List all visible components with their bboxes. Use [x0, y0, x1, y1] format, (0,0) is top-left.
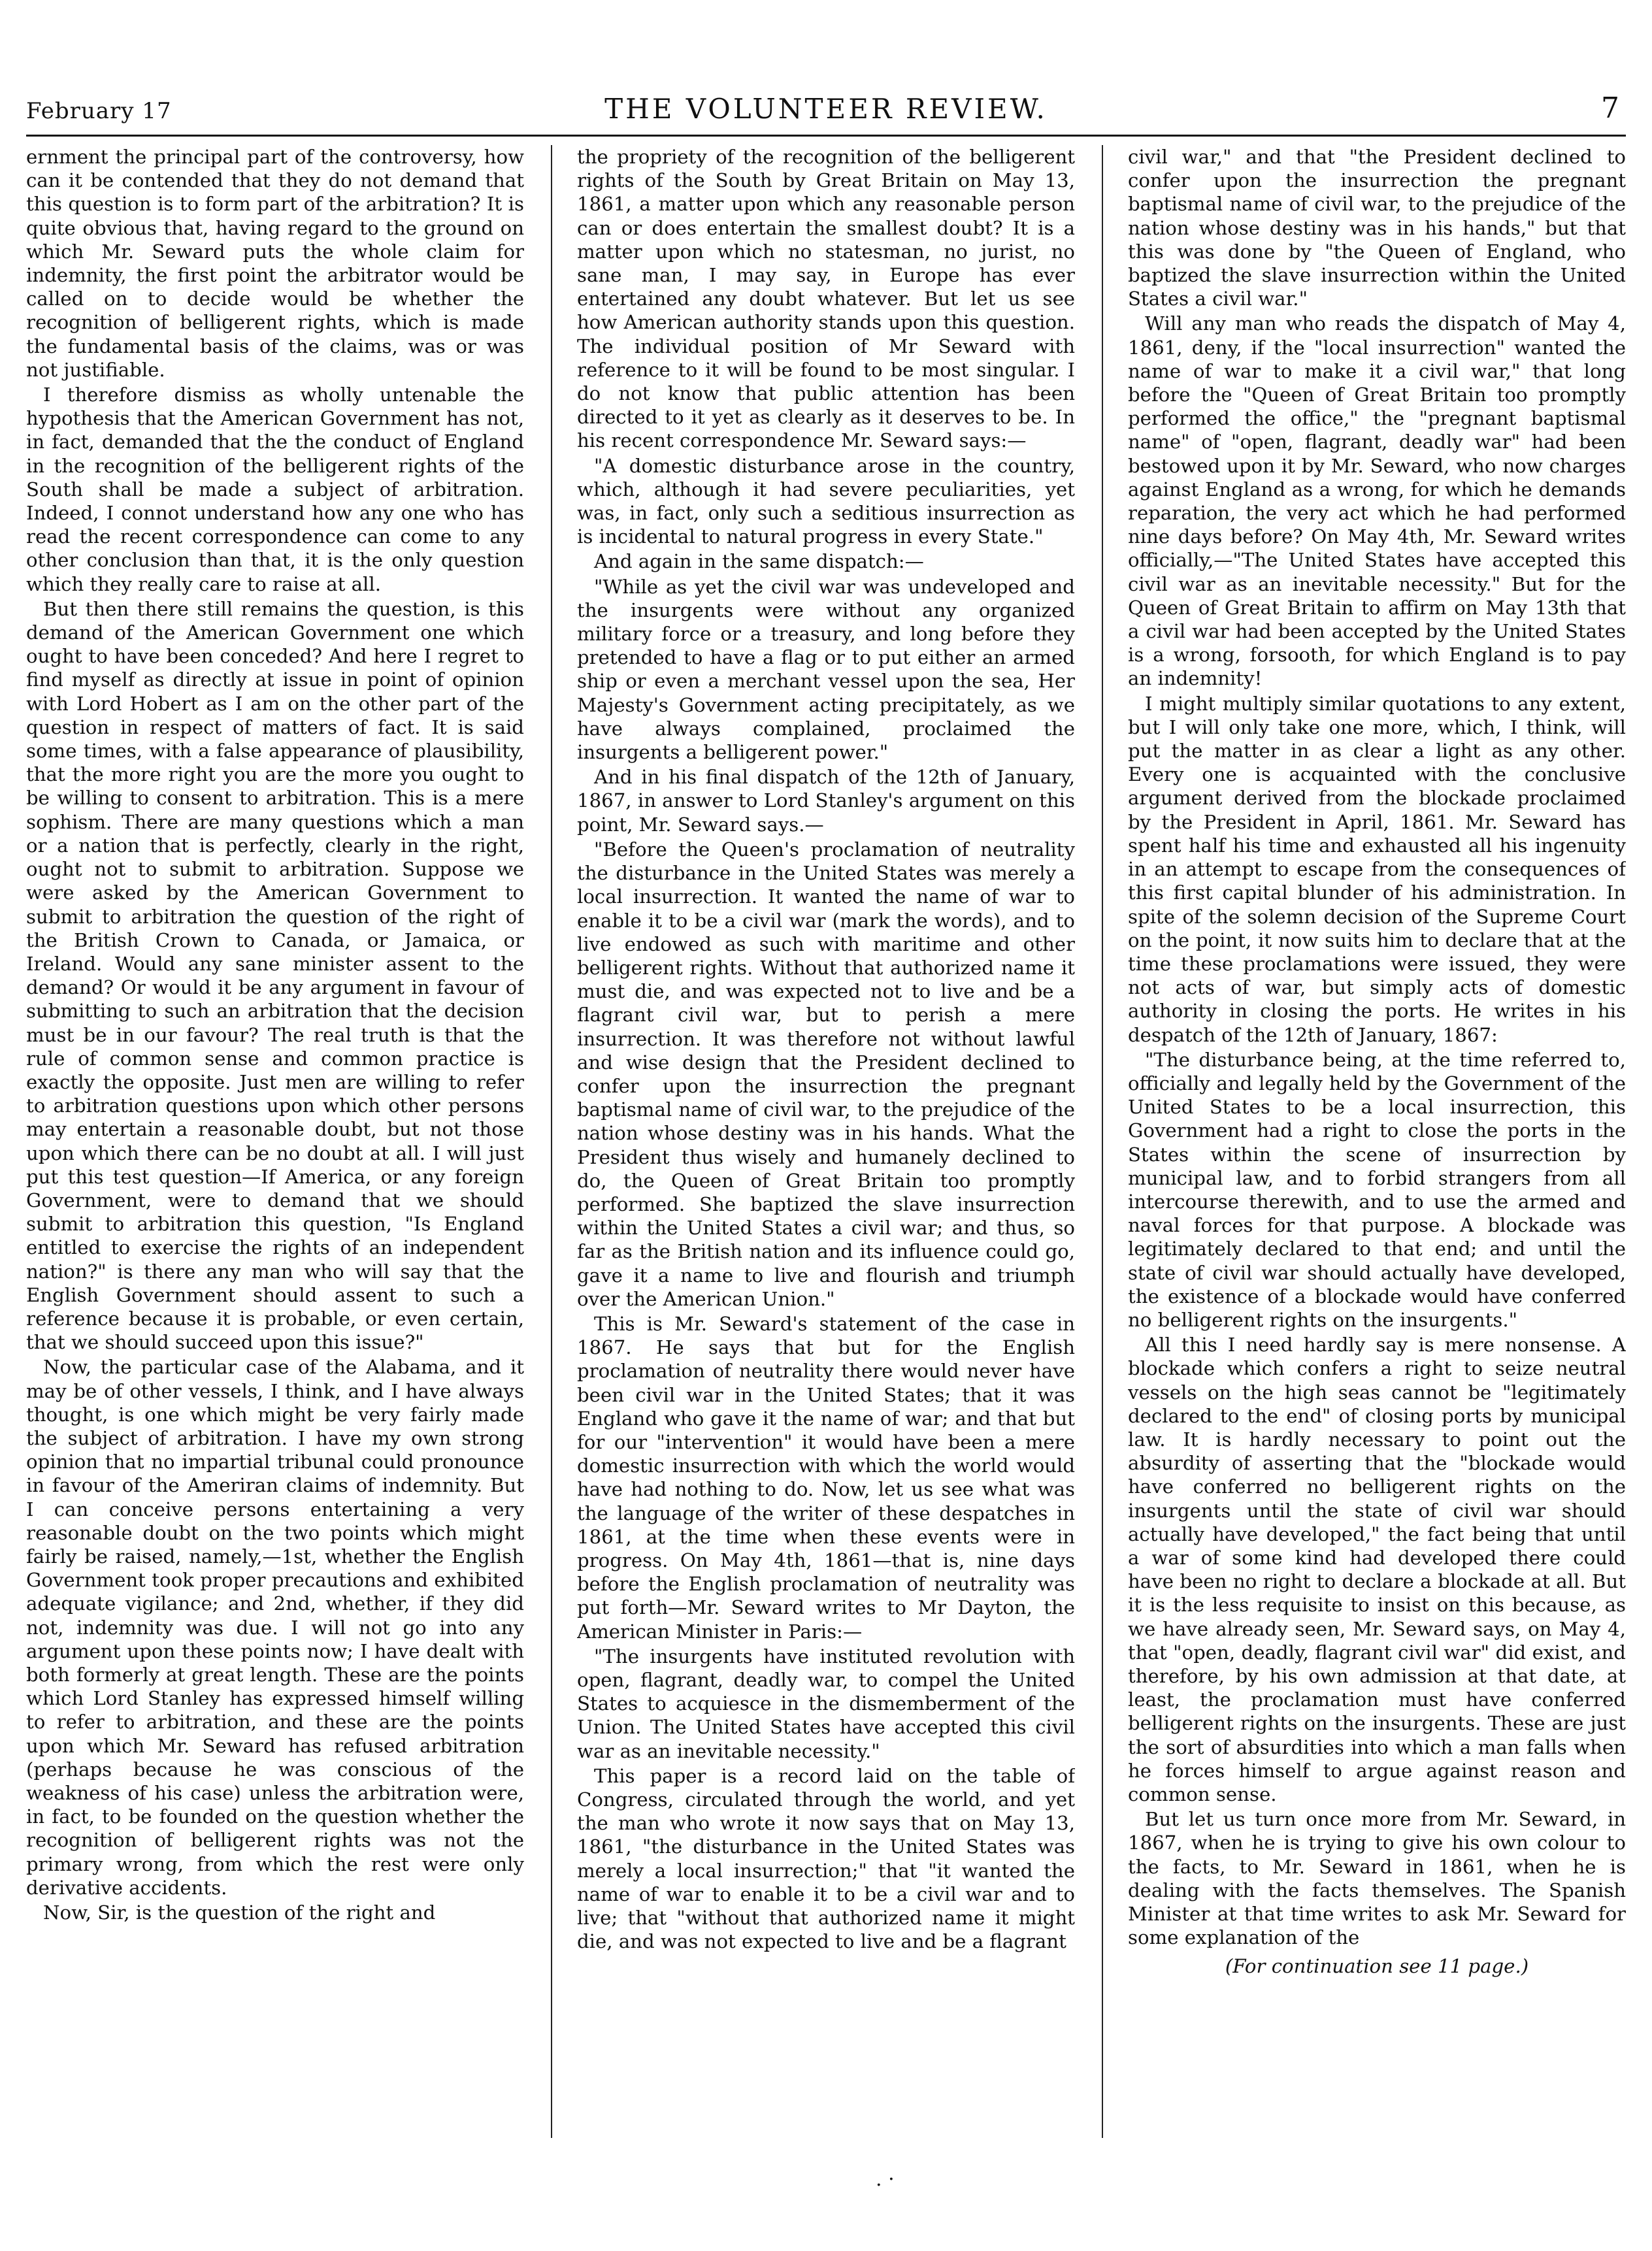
paragraph: Now, Sir, is the question of the right and [43, 1901, 436, 1924]
paragraph: This is Mr. Seward's statement of the case in 1867. He says that but for the English proclamation of neutrality there would never have been civil war in the United States; that it was England who gave it the name of war; and that but for our "intervention" it would have been a mere domestic insurrection with which the world would have had nothing to do. Now, let us see what was the language of the writer of these despatches in 1861, at the time when these events were in progress. On May 4th, 1861—that is, nine days before the English proclamation of neutrality was put forth—Mr. Seward writes to Mr Dayton, the American Minister in Paris:— [577, 1312, 1075, 1643]
continuation-note: (For continuation see 11 page.) [1225, 1955, 1529, 1978]
paragraph: the propriety of the recognition of the belligerent rights of the South by Great Britain on May 13, 1861, a matter upon which any reasonable person can or does entertain the smallest doubt? It is a matter upon which no statesman, no jurist, no sane man, I may say, in Europe has ever entertained any doubt whatever. But let us see how American authority stands upon this question. The individual position of Mr Seward with reference to it will be found to be most singular. I do not know that public attention has been directed to it yet as clearly as it deserves to be. In his recent correspondence Mr. Seward says:— [577, 146, 1075, 452]
publication-title: THE VOLUNTEER REVIEW. [604, 93, 1048, 125]
paragraph: And in his final dispatch of the 12th of January, 1867, in answer to Lord Stanley's argument on this point, Mr. Seward says.— [577, 766, 1075, 836]
paragraph: Now, the particular case of the Alabama, and it may be of other vessels, I think, and I have always thought, is one which might be very fairly made the subject of arbitration. I have my own strong opinion that no impartial tribunal could pronounce in favour of the Ameriran claims of indemnity. But I can conceive persons entertaining a very reasonable doubt on the two points which might fairly be raised, namely,—1st, whether the English Government took proper precautions and exhibited adequate vigilance; and 2nd, whether, if they did not, indemnity was due. I will not go into any argument upon these points now; I have dealt with both formerly at great length. These are the points which Lord Stanley has expressed himself willing to refer to arbitration, and these are the points upon which Mr. Seward has refused arbitration (perhaps because he was conscious of the weakness of his case) unless the arbitration were, in fact, to be founded on the question whether the recognition of belligerent rights was not the primary wrong, from which the rest were only derivative accidents. [26, 1356, 524, 1899]
paragraph: This paper is a record laid on the table of Congress, circulated through the world, and yet the man who wrote it now says that on May 13, 1861, "the disturbance in the United States was merely a local insurrection;" that "it wanted the name of war to enable it to be a civil war and to live; that "without that authorized name it might die, and was not expected to live and be a flagrant [577, 1764, 1075, 1953]
paragraph: But then there still remains the question, is this demand of the American Government one which ought to have been conceded? And here I regret to find myself as directly at issue in point of opinion with Lord Hobert as I am on the other part of the question in respect of matters of fact. It is said some times, with a false appearance of plausibility, that the more right you are the more you ought to be willing to consent to arbitration. This is a mere sophism. There are many questions which a man or a nation that is perfectly, clearly in the right, ought not to submit to arbitration. Suppose we were asked by the American Government to submit to arbitration the question of the right of the British Crown to Canada, or Jamaica, or Ireland. Would any sane minister assent to the demand? Or would it be any argument in favour of submitting to such an arbitration that the decision must be in our favour? The real truth is that the rule of common sense and common practice is exactly the opposite. Just men are willing to refer to arbitration questions upon which other persons may entertain a reasonable doubt, but not those upon which there can be no doubt at all. I will just put this test question—If America, or any foreign Government, were to demand that we should submit to arbitration this question, "Is England entitled to exercise the rights of an independent nation?" is there any man who will say that the English Government should assent to such a reference because it is probable, or even certain, that we should succeed upon this issue?" [26, 597, 524, 1354]
paragraph: But let us turn once more from Mr. Seward, in 1867, when he is trying to give his own colour to the facts, to Mr. Seward in 1861, when he is dealing with the facts themselves. The Spanish Minister at that time writes to ask Mr. Seward for some explanation of the [1128, 1808, 1626, 1949]
paragraph: I therefore dismiss as wholly untenable the hypothesis that the American Government has not, in fact, demanded that the the conduct of England in the recognition of the belligerent rights of the South shall be made a subject of arbitration. Indeed, I connot understand how any one who has read the recent correspondence can come to any other conclusion than that, it is the only question which they really care to raise at all. [26, 384, 524, 595]
paragraph: I might multiply similar quotations to any extent, but I will only take one more, which, I think, will put the matter in as clear a light as any other. Every one is acquainted with the conclusive argument derived from the blockade proclaimed by the President in April, 1861. Mr. Seward has spent half his time and exhausted all his ingenuity in an attempt to escape from the consequences of this first capital blunder of his administration. In spite of the solemn decision of the Supreme Court on the point, it now suits him to declare that at the time these proclamations were issued, they were not acts of war, but simply acts of domestic authority in closing the ports. He writes in his despatch of the 12th of January, 1867: [1128, 692, 1626, 1046]
paragraph: "A domestic disturbance arose in the country, which, although it had severe peculiarities, yet was, in fact, only such a seditious insurrection as is incidental to natural progress in every State." [577, 454, 1075, 548]
footer-mark: . · [876, 2168, 895, 2191]
paragraph: civil war," and that "the President declined to confer upon the insurrection the pregnant baptismal name of civil war, to the prejudice of the nation whose destiny was in his hands," but that this was done by "the Queen of England, who baptized the slave insurrection within the United States a civil war." [1128, 146, 1626, 310]
paragraph: "The insurgents have instituted revolution with open, flagrant, deadly war, to compel the United States to acquiesce in the dismemberment of the Union. The United States have accepted this civil war as an inevitable necessity." [577, 1645, 1075, 1762]
paragraph: All this I need hardly say is mere nonsense. A blockade which confers a right to seize neutral vessels on the high seas cannot be "legitimately declared to the end" of closing ports by municipal law. It is hardly necessary to point out the absurdity of asserting that the "blockade would have conferred no belligerent rights on the insurgents until the state of civil war should actually have developed," the fact being that until a war of some kind had developed there could have been no right to declare a blockade at all. But it is the less requisite to insist on this because, as we have already seen, Mr. Seward says, on May 4, that "open, deadly, flagrant civil war" did exist, and therefore, by his own admission at that date, at least, the proclamation must have conferred belligerent rights on the insurgents. These are just the sort of absurdities into which a man falls when he forces himself to argue against reason and common sense. [1128, 1334, 1626, 1806]
paragraph: ernment the principal part of the controversy, how can it be contended that they do not demand that this question is to form part of the arbitration? It is quite obvious that, having regard to the ground on which Mr. Seward puts the whole claim for indemnity, the first point the arbitrator would be called on to decide would be whether the recognition of belligerent rights, which is made the fundamental basis of the claims, was or was not justifiable. [26, 146, 524, 381]
column-3 [1128, 145, 1626, 2138]
paragraph: "While as yet the civil war was undeveloped and the insurgents were without any organized military force or a treasury, and long before they pretended to have a flag or to put either an armed ship or even a merchant vessel upon the sea, Her Majesty's Government acting precipitately, as we have always complained, proclaimed the insurgents a belligerent power." [577, 575, 1075, 764]
issue-date: February 17 [26, 98, 172, 124]
paragraph: "Before the Queen's proclamation of neutrality the disturbance in the United States was merely a local insurrection. It wanted the name of war to enable it to be a civil war (mark the words), and to live endowed as such with maritime and other belligerent rights. Without that authorized name it must die, and was expected not to live and be a flagrant civil war, but to perish a mere insurrection. It was therefore not without lawful and wise design that the President declined to confer upon the insurrection the pregnant baptismal name of civil war, to the prejudice of the nation whose destiny was in his hands. What the President thus wisely and humanely declined to do, the Queen of Great Britain too promptly performed. She baptized the slave insurrection within the United States a civil war; and thus, so far as the British nation and its influence could go, gave it a name to live and flourish and triumph over the American Union." [577, 838, 1075, 1310]
column-1 [26, 145, 524, 2138]
paragraph: And again in the same dispatch:— [594, 550, 924, 573]
article-columns [26, 145, 1626, 2138]
header-rule [26, 135, 1626, 137]
paragraph: Will any man who reads the dispatch of May 4, 1861, deny, if the "local insurrection" wanted the name of war to make it a civil war," that long before the "Queen of Great Britain too promptly performed the office," the "pregnant baptismal name" of "open, flagrant, deadly war" had been bestowed upon it by Mr. Seward, who now charges against England as a wrong, for which he demands reparation, the very act which he had performed nine days before? On May 4th, Mr. Seward writes officially,—"The United States have accepted this civil war as an inevitable necessity." But for the Queen of Great Britain to affirm on May 13th that a civil war had been accepted by the United States is a wrong, forsooth, for which England is to pay an indemnity! [1128, 312, 1626, 690]
column-2 [577, 145, 1075, 2138]
paragraph: "The disturbance being, at the time referred to, officially and legally held by the Government of the United States to be a local insurrection, this Government had a right to close the ports in the States within the scene of insurrection by municipal law, and to forbid strangers from all intercourse therewith, and to use the armed and naval forces for that purpose. A blockade was legitimately declared to that end; and until the state of civil war should actually have developed, the existence of a blockade would have conferred no belligerent rights on the insurgents." [1128, 1048, 1626, 1331]
page-header [0, 0, 1652, 137]
page-number: 7 [1601, 91, 1619, 125]
